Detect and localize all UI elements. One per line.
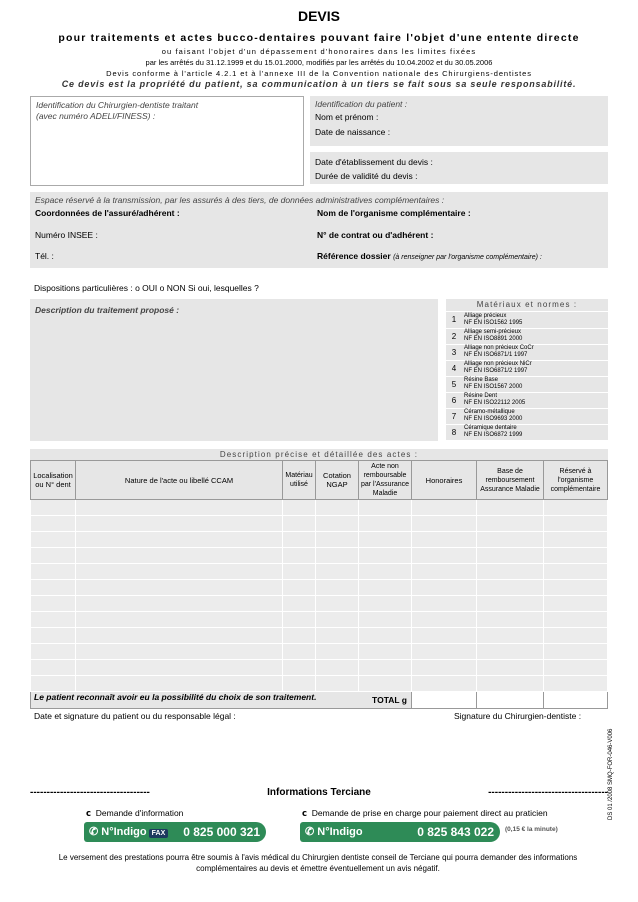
act-row [31,596,608,612]
act-cell[interactable] [76,676,283,692]
act-cell[interactable] [316,660,359,676]
material-desc [462,312,608,328]
act-cell[interactable] [316,628,359,644]
act-cell[interactable] [316,548,359,564]
privacy-warning: Ce devis est la propriété du patient, sa communication à un tiers se fait sous sa seule responsabilité. [61,79,577,89]
act-row [31,532,608,548]
act-cell[interactable] [359,612,412,628]
acts-title: Description précise et détaillée des actes : [30,449,608,460]
material-row [446,312,608,328]
materials-table [446,312,608,441]
form-reference-code: DS 01 /2008 SMQ-FOR-046-V006 [608,728,614,820]
patient-identification-box [310,96,608,184]
fax-number-badge[interactable] [84,822,266,842]
material-name: Alliage semi-précieux [464,329,522,335]
act-cell[interactable] [544,612,608,628]
material-desc [462,408,608,424]
option-information[interactable] [86,808,183,819]
phone-icon-2: ✆ [305,826,315,838]
act-cell[interactable] [359,676,412,692]
phone-number: 0 825 843 022 [417,825,494,839]
total-label: TOTAL g [31,692,412,709]
act-cell[interactable] [31,580,76,596]
patient-box-title: Identification du patient : [315,99,408,109]
dashes-right: ------------------------------------ [488,787,608,798]
terciane-note: Le versement des prestations pourra être soumis à l'avis médical du Chirurgien dentiste conseil de Terciane qui pourra demander des informations complémentaires au devis et émettre éventuellement un avis négatif. [58,853,578,873]
total-base-cell[interactable] [477,692,544,709]
act-cell[interactable] [544,596,608,612]
act-cell[interactable] [477,676,544,692]
act-cell[interactable] [477,596,544,612]
act-cell[interactable] [544,500,608,516]
col-reserve: Réservé à l'organisme complémentaire [544,461,608,500]
act-cell[interactable] [316,596,359,612]
material-row [446,360,608,376]
act-cell[interactable] [31,644,76,660]
materials-panel [446,299,608,441]
act-cell[interactable] [31,676,76,692]
act-row [31,612,608,628]
patient-name-field[interactable]: Nom et prénom : [315,112,379,122]
act-cell[interactable] [359,596,412,612]
terciane-header [30,787,608,798]
act-cell[interactable] [31,532,76,548]
material-number: 2 [446,328,462,344]
org-name-field[interactable]: Nom de l'organisme complémentaire : [317,208,471,218]
act-cell[interactable] [412,644,477,660]
material-row [446,376,608,392]
treatment-label: Description du traitement proposé : [35,305,180,315]
dentist-signature-field[interactable]: Signature du Chirurgien-dentiste : [454,711,582,721]
material-norm: NF EN ISO1562 1995 [464,319,523,326]
act-cell[interactable] [544,628,608,644]
col-acte-non-remb: Acte non remboursable par l'Assurance Maladie [359,461,412,500]
act-cell[interactable] [477,564,544,580]
material-name: Alliage non précieux CoCr [464,345,534,351]
act-cell[interactable] [283,548,316,564]
act-cell[interactable] [359,580,412,596]
act-cell[interactable] [477,644,544,660]
contract-number-field[interactable]: N° de contrat ou d'adhérent : [317,230,434,240]
act-cell[interactable] [477,532,544,548]
header-line-2: par les arrêtés du 31.12.1999 et du 15.01.2000, modifiés par les arrêtés du 10.04.2002 et du 30.05.2006 [145,58,493,67]
material-number: 7 [446,408,462,424]
material-norm: NF EN ISO9693 2000 [464,416,523,422]
checkbox-information[interactable]: c [86,809,92,819]
material-name: Alliage précieux [464,312,507,319]
treatment-description-box[interactable] [30,299,438,441]
material-number: 4 [446,360,462,376]
act-cell[interactable] [283,564,316,580]
act-cell[interactable] [31,516,76,532]
act-cell[interactable] [544,548,608,564]
act-cell[interactable] [477,612,544,628]
material-name: Céramo-métallique [464,409,515,415]
act-cell[interactable] [76,628,283,644]
act-cell[interactable] [477,580,544,596]
act-cell[interactable] [359,660,412,676]
patient-signature-field[interactable]: Date et signature du patient ou du responsable légal : [34,711,236,721]
act-cell[interactable] [31,596,76,612]
act-cell[interactable] [316,516,359,532]
dentist-identification-box[interactable] [30,96,304,186]
act-cell[interactable] [31,500,76,516]
col-materiau: Matériau utilisé [283,461,316,500]
insurer-section [30,192,608,268]
act-cell[interactable] [31,548,76,564]
phone-number-badge[interactable] [300,822,500,842]
act-cell[interactable] [31,628,76,644]
act-cell[interactable] [412,548,477,564]
act-cell[interactable] [477,628,544,644]
material-number: 6 [446,392,462,408]
material-norm: NF EN ISO1567 2000 [464,384,523,390]
insee-field[interactable]: Numéro INSEE : [35,230,98,240]
material-row [446,424,608,440]
act-row [31,676,608,692]
act-cell[interactable] [477,516,544,532]
material-row [446,344,608,360]
act-cell[interactable] [283,644,316,660]
act-cell[interactable] [283,500,316,516]
tel-field[interactable]: Tél. : [35,251,54,261]
insured-coords-field[interactable]: Coordonnées de l'assuré/adhérent : [35,208,180,218]
act-cell[interactable] [316,580,359,596]
insurer-heading: Espace réservé à la transmission, par les assurés à des tiers, de données administratives complémentaires : [35,195,445,205]
act-cell[interactable] [412,532,477,548]
material-row [446,392,608,408]
dispositions-line[interactable]: Dispositions particulières : o OUI o NON Si oui, lesquelles ? [34,283,259,293]
act-row [31,548,608,564]
act-cell[interactable] [76,580,283,596]
act-cell[interactable] [359,548,412,564]
material-row [446,408,608,424]
act-cell[interactable] [412,596,477,612]
phone-icon-1: ✆ [89,826,99,838]
material-number: 1 [446,312,462,328]
act-cell[interactable] [76,644,283,660]
material-name: Résine Base [464,377,499,383]
acts-table [30,460,608,709]
material-desc [462,424,608,440]
act-cell[interactable] [412,676,477,692]
act-row [31,580,608,596]
act-cell[interactable] [544,532,608,548]
act-cell[interactable] [544,516,608,532]
total-reserve-cell[interactable] [544,692,608,709]
act-cell[interactable] [76,532,283,548]
ref-dossier-note: (à renseigner par l'organisme complémentaire) : [393,254,542,261]
act-cell[interactable] [544,676,608,692]
col-nature: Nature de l'acte ou libellé CCAM [76,461,283,500]
act-cell[interactable] [31,612,76,628]
ref-dossier-field[interactable] [317,251,542,261]
material-norm: NF EN ISO6871/1 1997 [464,352,528,358]
acts-header-row [31,461,608,500]
act-row [31,516,608,532]
indigo-brand-2: ✆ N°Indigo [305,826,363,838]
ref-dossier-label: Référence dossier [317,251,391,261]
act-row [31,500,608,516]
act-cell[interactable] [316,532,359,548]
fax-number: 0 825 000 321 [183,825,260,839]
act-cell[interactable] [359,644,412,660]
act-cell[interactable] [31,660,76,676]
act-cell[interactable] [412,612,477,628]
act-cell[interactable] [477,548,544,564]
act-cell[interactable] [283,628,316,644]
choice-recognition: Le patient reconnaît avoir eu la possibilité du choix de son traitement. [34,692,317,702]
material-desc [462,360,608,376]
dashes-left: ------------------------------------ [30,787,150,798]
material-desc [462,344,608,360]
act-cell[interactable] [316,500,359,516]
indigo-brand-1: ✆ N°Indigo FAX [89,825,168,838]
header-line-3: Devis conforme à l'article 4.2.1 et à l'annexe III de la Convention nationale des Chirurgiens-dentistes [106,69,532,78]
phone-price: (0,15 € la minute) [505,826,558,833]
col-localisation: Localisation ou N° dent [31,461,76,500]
act-cell[interactable] [316,644,359,660]
act-cell[interactable] [76,500,283,516]
material-name: Résine Dent [464,393,498,399]
act-cell[interactable] [31,564,76,580]
materials-title: Matériaux et normes : [446,299,608,312]
act-cell[interactable] [359,500,412,516]
material-norm: NF EN ISO6872 1999 [464,432,523,438]
act-cell[interactable] [316,564,359,580]
act-cell[interactable] [412,516,477,532]
act-cell[interactable] [359,564,412,580]
act-cell[interactable] [412,564,477,580]
checkbox-prise-en-charge[interactable]: c [302,809,308,819]
act-cell[interactable] [359,532,412,548]
dentist-label-2: (avec numéro ADELI/FINESS) : [36,111,156,121]
material-norm: NF EN ISO22112 2005 [464,400,526,406]
act-cell[interactable] [76,564,283,580]
act-row [31,564,608,580]
act-cell[interactable] [544,644,608,660]
act-cell[interactable] [412,500,477,516]
col-honoraires: Honoraires [412,461,477,500]
devis-date-field[interactable]: Date d'établissement du devis : [315,157,433,167]
material-desc [462,392,608,408]
act-cell[interactable] [76,548,283,564]
col-cotation: Cotation NGAP [316,461,359,500]
act-row [31,644,608,660]
material-desc [462,328,608,344]
page-subtitle: pour traitements et actes bucco-dentaires pouvant faire l'objet d'une entente directe [58,32,580,44]
col-base-remb: Base de remboursement Assurance Maladie [477,461,544,500]
dentist-label-1: Identification du Chirurgien-dentiste traitant [36,100,199,110]
act-cell[interactable] [412,628,477,644]
page-title: DEVIS [297,8,340,24]
patient-birth-field[interactable]: Date de naissance : [315,127,391,137]
act-cell[interactable] [283,676,316,692]
material-desc [462,376,608,392]
option-information-label: Demande d'information [95,808,184,818]
material-name: Alliage non précieux NiCr [464,361,532,367]
act-cell[interactable] [76,516,283,532]
material-name: Céramique dentaire [464,425,517,431]
material-number: 8 [446,424,462,440]
act-cell[interactable] [412,660,477,676]
act-cell[interactable] [544,564,608,580]
act-cell[interactable] [544,660,608,676]
act-cell[interactable] [477,660,544,676]
devis-validity-field[interactable]: Durée de validité du devis : [315,171,418,181]
act-row [31,628,608,644]
act-cell[interactable] [359,628,412,644]
act-cell[interactable] [412,580,477,596]
act-row [31,660,608,676]
act-cell[interactable] [283,596,316,612]
option-prise-en-charge-label: Demande de prise en charge pour paiement direct au praticien [311,808,548,818]
act-cell[interactable] [76,596,283,612]
material-norm: NF EN ISO6871/2 1997 [464,368,528,374]
fax-tag: FAX [149,829,169,838]
material-number: 3 [446,344,462,360]
option-prise-en-charge[interactable] [302,808,548,819]
act-cell[interactable] [316,612,359,628]
material-number: 5 [446,376,462,392]
material-norm: NF EN ISO8891 2000 [464,336,523,342]
terciane-title: Informations Terciane [267,787,371,798]
act-cell[interactable] [283,612,316,628]
total-honoraires-cell[interactable] [412,692,477,709]
header-line-1: ou faisant l'objet d'un dépassement d'honoraires dans les limites fixées [161,47,477,56]
act-cell[interactable] [316,676,359,692]
act-cell[interactable] [359,516,412,532]
act-cell[interactable] [283,532,316,548]
act-cell[interactable] [544,580,608,596]
act-cell[interactable] [76,660,283,676]
act-cell[interactable] [477,500,544,516]
act-cell[interactable] [283,660,316,676]
material-row [446,328,608,344]
act-cell[interactable] [76,612,283,628]
act-cell[interactable] [283,580,316,596]
act-cell[interactable] [283,516,316,532]
